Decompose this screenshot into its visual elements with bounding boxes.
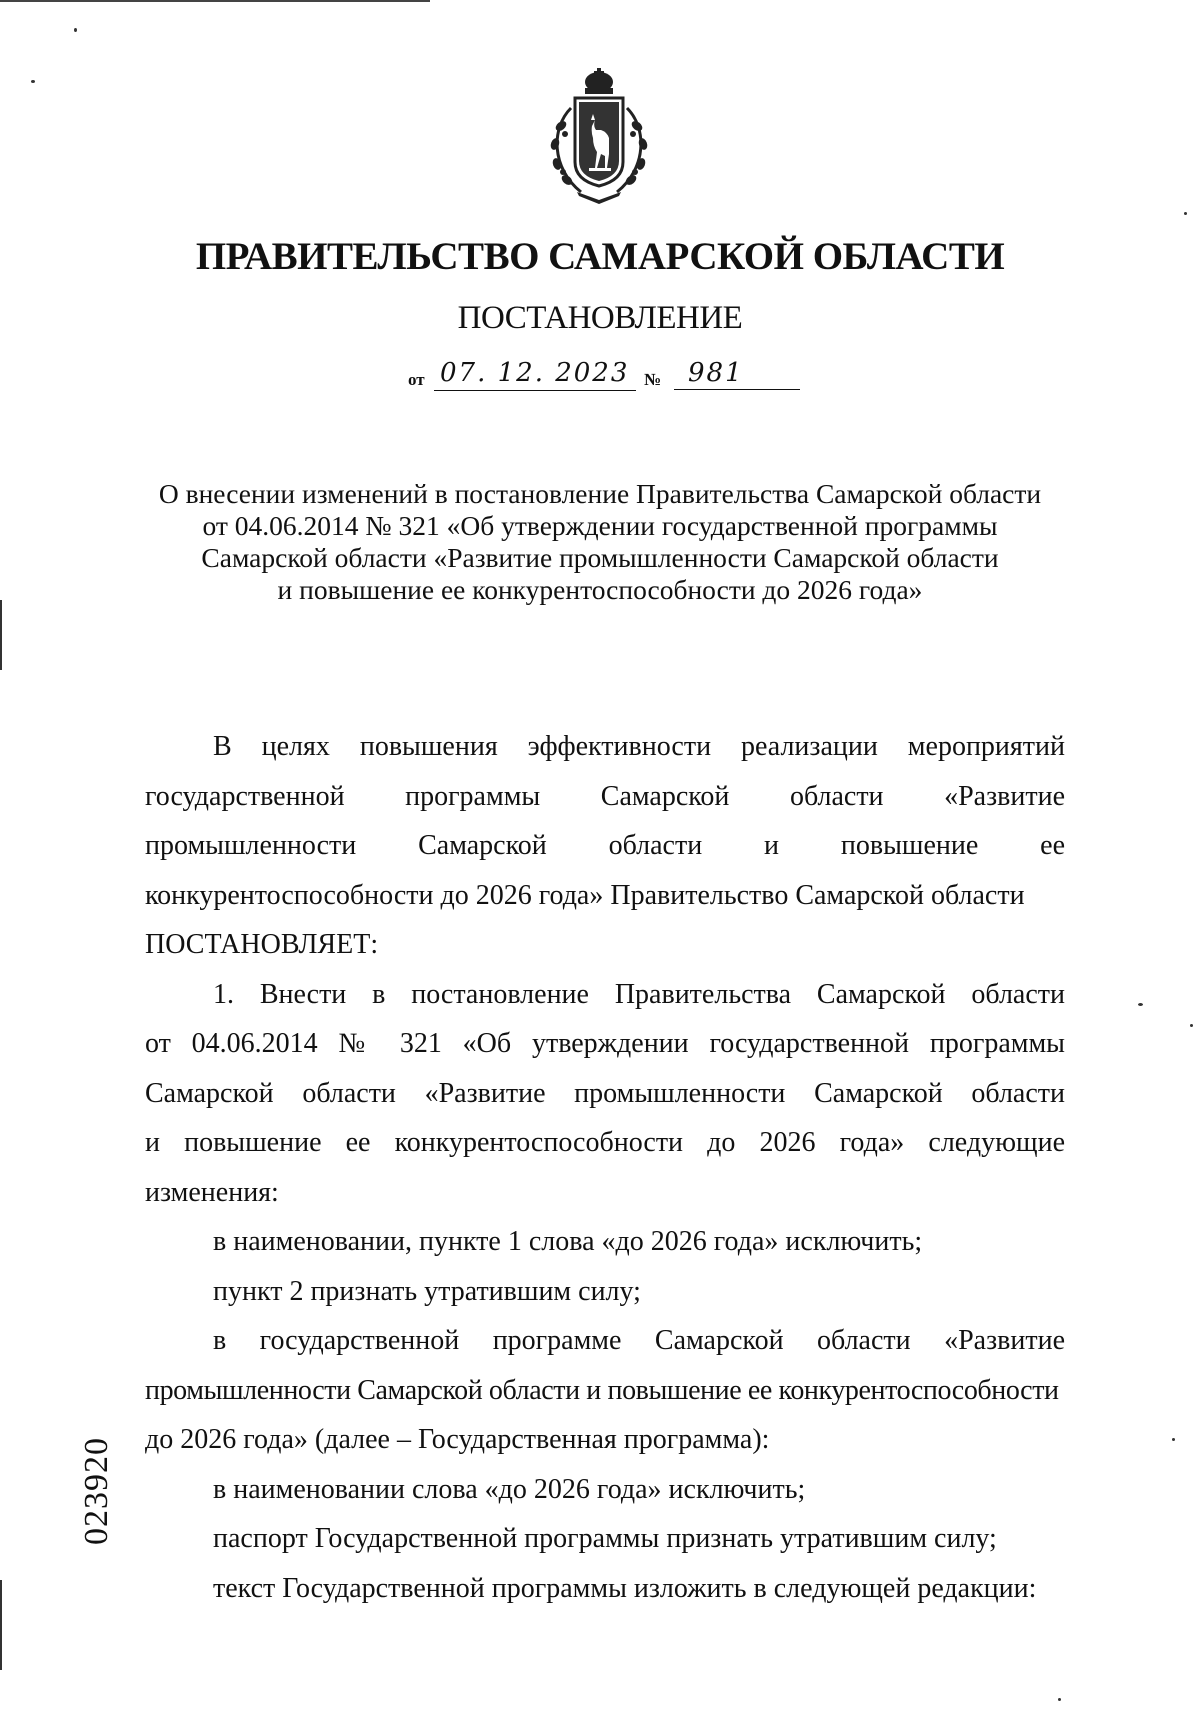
subject-line: Самарской области «Развитие промышленности Самарской области — [201, 542, 999, 573]
body-line: изменения: — [145, 1176, 279, 1208]
subject-line: от 04.06.2014 № 321 «Об утверждении государственной программы — [202, 510, 998, 541]
scan-artifact-left-edge — [0, 600, 2, 670]
body-line: в государственной программе Самарской области «Развитие — [213, 1325, 1065, 1356]
subject-line: и повышение ее конкурентоспособности до 2026 года» — [277, 574, 923, 605]
body-line: государственной программы Самарской области «Развитие — [145, 780, 1065, 812]
body-line: Самарской области «Развитие промышленности Самарской области — [145, 1077, 1065, 1109]
body-line: промышленности Самарской области и повышение ее конкурентоспособности — [145, 1374, 1059, 1406]
body-line: в наименовании слова «до 2026 года» исключить; — [213, 1473, 806, 1505]
document-subject — [0, 478, 1200, 606]
side-serial-number: 023920 — [78, 1437, 115, 1545]
body-line: до 2026 года» (далее – Государственная программа): — [145, 1424, 770, 1455]
coat-of-arms-icon — [541, 68, 657, 204]
body-line: ПОСТАНОВЛЯЕТ: — [145, 929, 379, 960]
body-line: 1. Внести в постановление Правительства Самарской области — [213, 978, 1065, 1010]
body-line: текст Государственной программы изложить в следующей редакции: — [213, 1572, 1037, 1604]
body-line: промышленности Самарской области и повышение ее — [145, 830, 1065, 861]
body-line: в наименовании, пункте 1 слова «до 2026 года» исключить; — [213, 1226, 923, 1257]
scan-speck — [31, 80, 35, 83]
scan-artifact-top — [0, 0, 430, 2]
body-line: пункт 2 признать утратившим силу; — [213, 1275, 641, 1307]
scan-speck — [1138, 1003, 1143, 1006]
subject-line: О внесении изменений в постановление Правительства Самарской области — [158, 478, 1042, 509]
scan-speck — [1190, 1024, 1193, 1027]
document-date: 07. 12. 2023 — [434, 356, 636, 391]
scan-speck — [1184, 212, 1187, 215]
body-line: паспорт Государственной программы признать утратившим силу; — [213, 1523, 997, 1554]
scan-speck — [1058, 1698, 1061, 1701]
body-line: и повышение ее конкурентоспособности до 2026 года» следующие — [145, 1127, 1065, 1158]
document-body — [145, 722, 1065, 1613]
date-prefix: от — [408, 370, 425, 389]
body-line: конкурентоспособности до 2026 года» Правительство Самарской области — [145, 879, 1025, 911]
scan-speck — [1172, 1438, 1175, 1441]
number-prefix: № — [644, 370, 662, 389]
body-line: В целях повышения эффективности реализации мероприятий — [213, 731, 1065, 762]
document-number: 981 — [674, 356, 800, 390]
scan-speck — [74, 28, 77, 32]
date-number-line — [408, 360, 808, 400]
document-type: ПОСТАНОВЛЕНИЕ — [457, 300, 743, 336]
organization-title: ПРАВИТЕЛЬСТВО САМАРСКОЙ ОБЛАСТИ — [195, 235, 1005, 278]
body-line: от 04.06.2014 № 321 «Об утверждении государственной программы — [145, 1028, 1065, 1059]
scan-artifact-left-edge-lower — [0, 1580, 2, 1670]
